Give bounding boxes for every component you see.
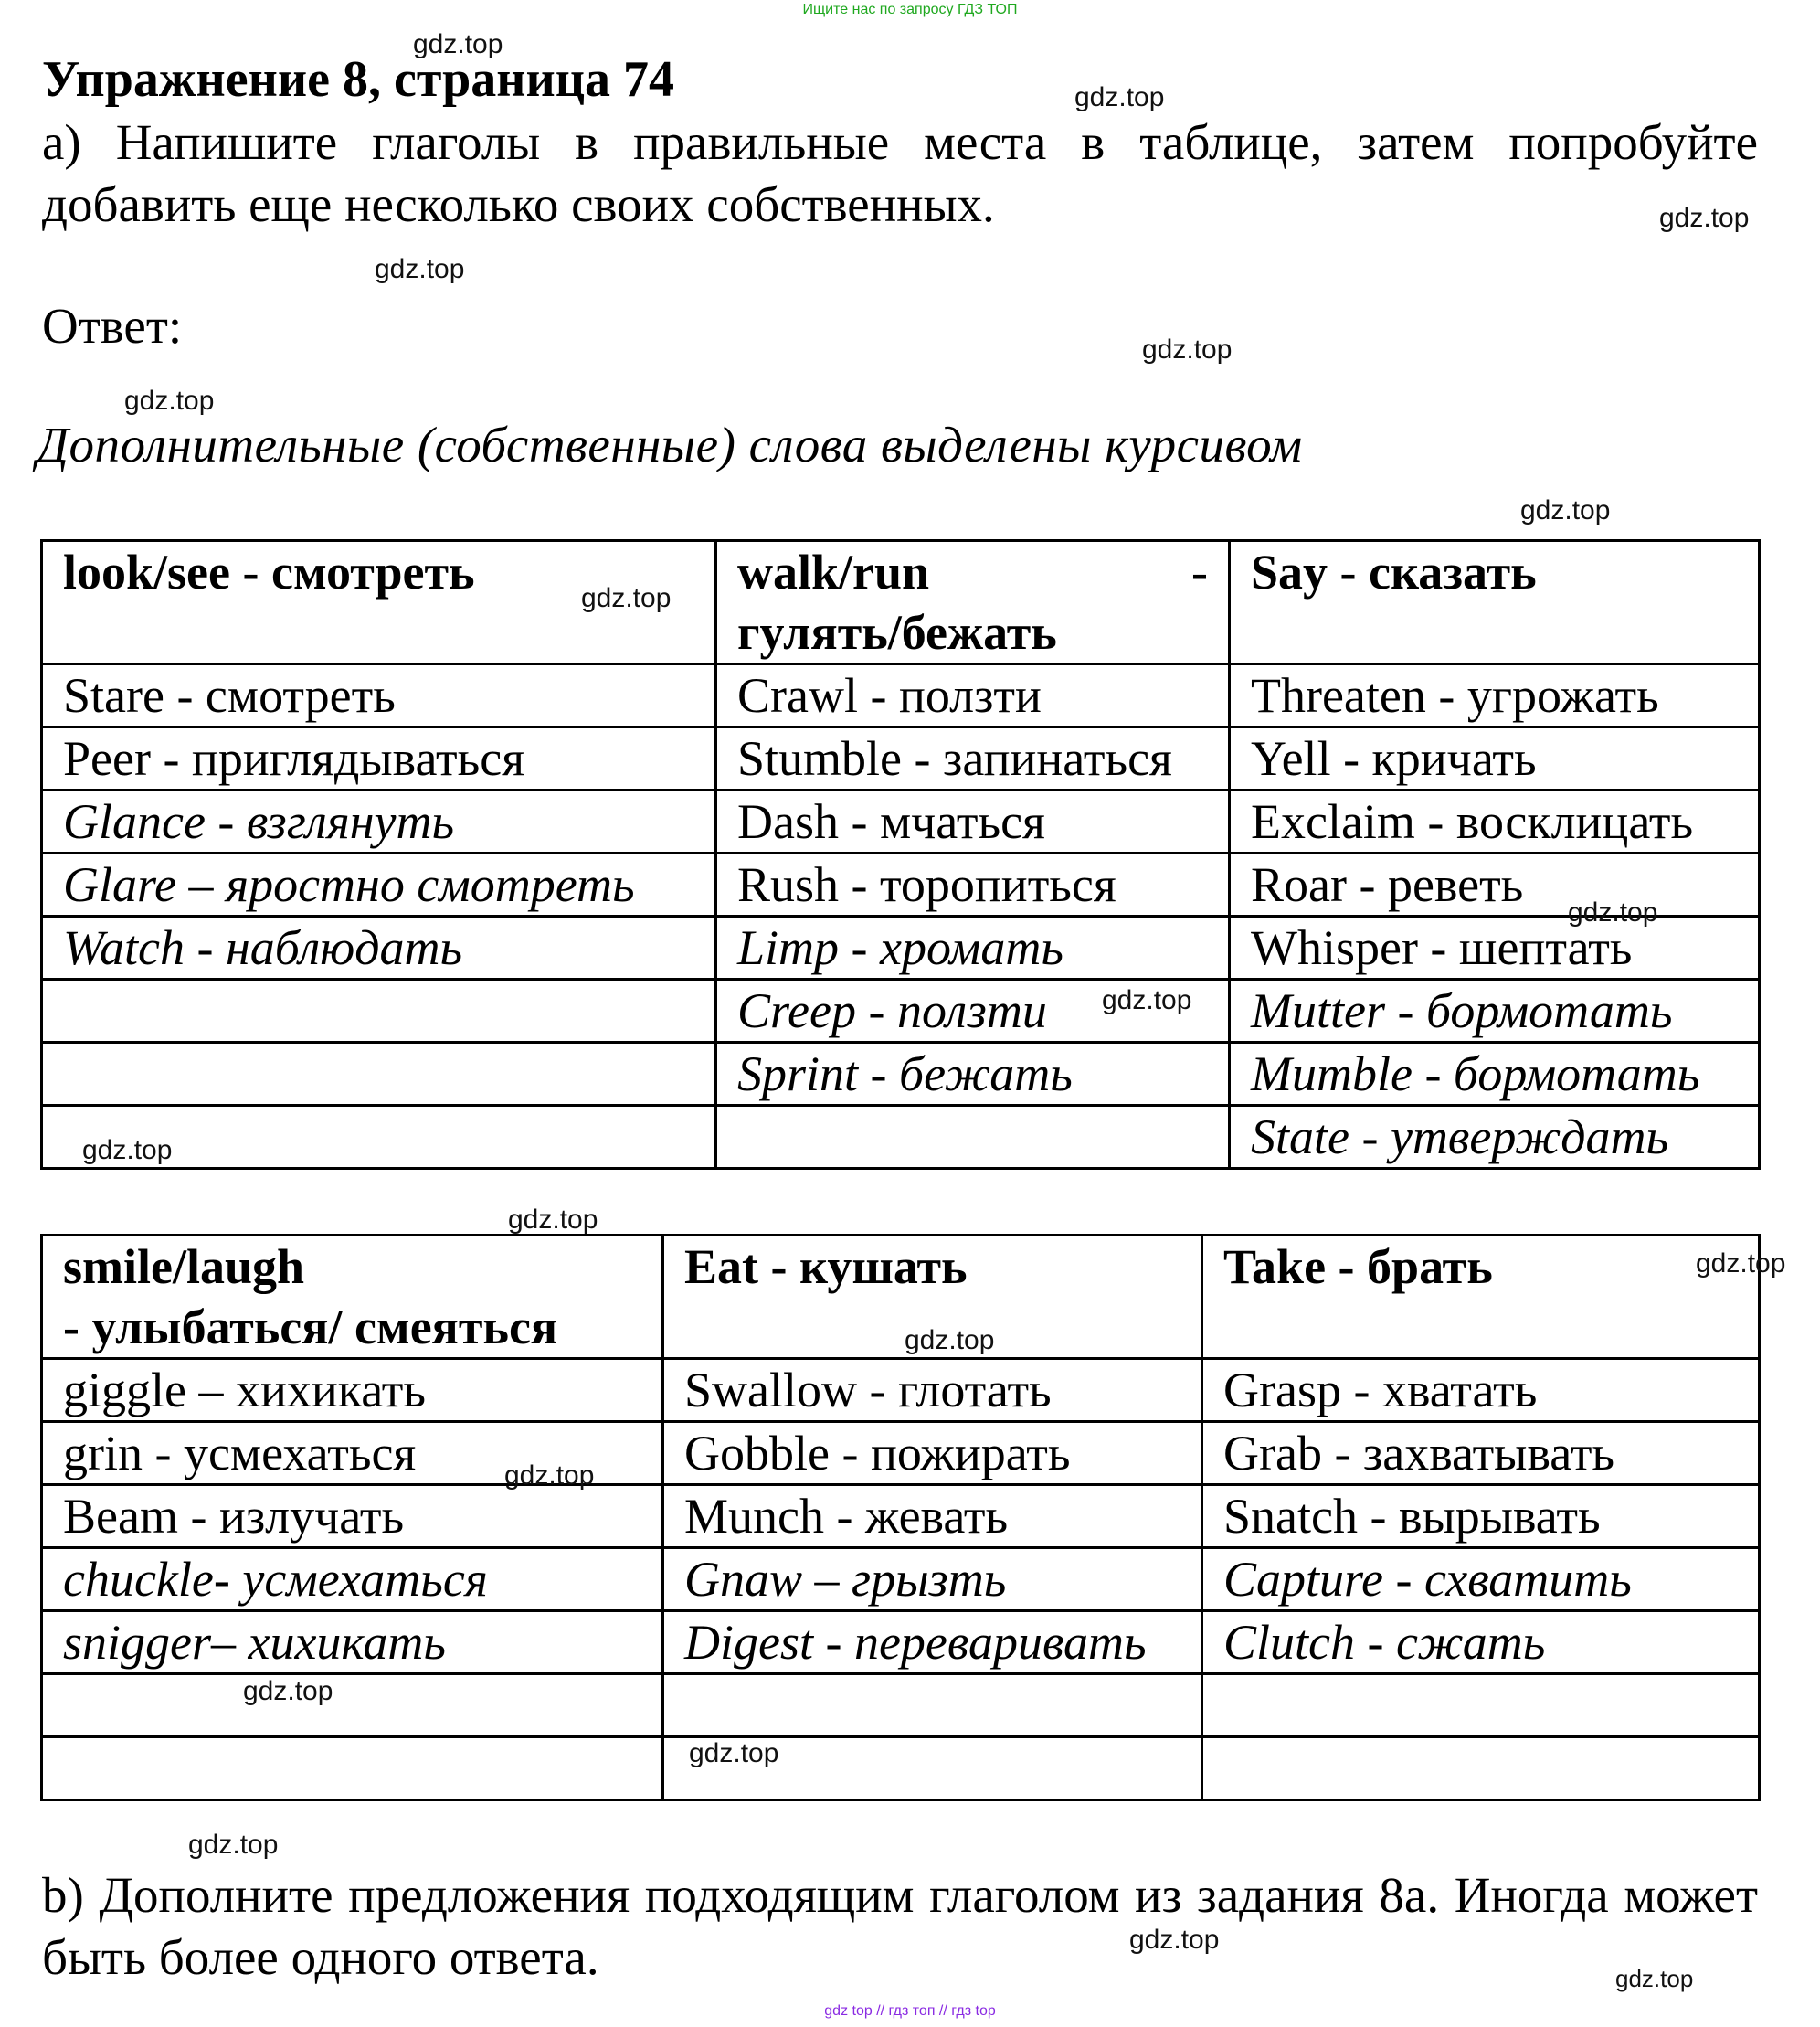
table-cell: Munch - жевать [663, 1485, 1202, 1548]
watermark: gdz.top [243, 1676, 333, 1706]
footer-note: gdz top // гдз топ // гдз top [824, 2003, 996, 2019]
table-cell: Threaten - угрожать [1230, 664, 1760, 727]
italic-note: Дополнительные (собственные) слова выделены курсивом [37, 417, 1303, 472]
table-cell: Gnaw – грызть [663, 1548, 1202, 1611]
table-row [42, 1359, 1760, 1422]
table2-header-smile-laugh [42, 1236, 663, 1359]
table-cell [1202, 1674, 1760, 1737]
table-cell: Stumble - запинаться [716, 727, 1230, 791]
table-cell: snigger– хихикать [42, 1611, 663, 1674]
table2-header-row [42, 1236, 1760, 1359]
table-cell: chuckle- усмехаться [42, 1548, 663, 1611]
table-cell: Peer - приглядываться [42, 727, 716, 791]
watermark: gdz.top [1074, 82, 1165, 112]
table-cell: Watch - наблюдать [42, 917, 716, 980]
table-row [42, 1548, 1760, 1611]
table-cell: Digest - переваривать [663, 1611, 1202, 1674]
table1-header-walk-run [716, 541, 1230, 664]
table-cell: Capture - схватить [1202, 1548, 1760, 1611]
table-row [42, 1485, 1760, 1548]
table-cell [42, 1043, 716, 1106]
walk-run-dash: - [1191, 545, 1208, 600]
table-row [42, 1422, 1760, 1485]
table-cell: Snatch - вырывать [1202, 1485, 1760, 1548]
table-cell: Dash - мчаться [716, 791, 1230, 854]
table-cell [42, 1674, 663, 1737]
table-row [42, 1043, 1760, 1106]
table-cell: Yell - кричать [1230, 727, 1760, 791]
table2-header-eat: Eat - кушать [663, 1236, 1202, 1359]
table-cell: giggle – хихикать [42, 1359, 663, 1422]
table1-header-row [42, 541, 1760, 664]
walk-run-left: walk/run [737, 545, 930, 600]
verbs-table-2 [40, 1234, 1761, 1801]
table-cell: Glare – яростно смотреть [42, 854, 716, 917]
walk-run-second: гулять/бежать [737, 605, 1057, 660]
watermark: gdz.top [413, 29, 503, 59]
table-row [42, 1106, 1760, 1169]
table-row [42, 917, 1760, 980]
task-a-text: а) Напишите глаголы в правильные места в таблице, затем попробуйте добавить еще несколько своих собственных. [42, 114, 1758, 232]
watermark: gdz.top [1696, 1248, 1786, 1279]
header-note: Ищите нас по запросу ГДЗ ТОП [802, 2, 1018, 17]
table-cell: Beam - излучать [42, 1485, 663, 1548]
table-cell: Stare - смотреть [42, 664, 716, 727]
table-cell [42, 980, 716, 1043]
watermark: gdz.top [1568, 897, 1658, 928]
table-cell: Sprint - бежать [716, 1043, 1230, 1106]
watermark: gdz.top [508, 1205, 598, 1235]
smile-laugh-line1: smile/laugh [63, 1239, 305, 1294]
table-row [42, 1611, 1760, 1674]
task-b-text: b) Дополните предложения подходящим глаголом из задания 8а. Иногда может быть более одного ответа. [42, 1867, 1758, 1985]
table-row [42, 1737, 1760, 1800]
table-row [42, 727, 1760, 791]
watermark: gdz.top [188, 1830, 279, 1860]
table-cell [716, 1106, 1230, 1169]
table-cell [1202, 1737, 1760, 1800]
watermark: gdz.top [581, 583, 672, 613]
watermark: gdz.top [1129, 1925, 1220, 1955]
watermark: gdz.top [504, 1460, 595, 1491]
watermark: gdz.top [689, 1738, 779, 1768]
table-cell [42, 1737, 663, 1800]
table-cell [663, 1674, 1202, 1737]
table-cell: Grab - захватывать [1202, 1422, 1760, 1485]
table-cell: Clutch - сжать [1202, 1611, 1760, 1674]
table2-header-take: Take - брать [1202, 1236, 1760, 1359]
table-row [42, 664, 1760, 727]
table-cell: Rush - торопиться [716, 854, 1230, 917]
smile-laugh-line2: - улыбаться/ смеяться [63, 1300, 558, 1354]
watermark: gdz.top [905, 1325, 995, 1355]
table-row [42, 854, 1760, 917]
table-cell: Crawl - ползти [716, 664, 1230, 727]
table-cell: State - утверждать [1230, 1106, 1760, 1169]
table-cell: Glance - взглянуть [42, 791, 716, 854]
table-cell: grin - усмехаться [42, 1422, 663, 1485]
watermark: gdz.top [1659, 203, 1750, 233]
table-cell: Grasp - хватать [1202, 1359, 1760, 1422]
watermark: gdz.top [1615, 1965, 1694, 1992]
table-row [42, 791, 1760, 854]
table-row [42, 980, 1760, 1043]
watermark: gdz.top [1520, 495, 1611, 525]
table-cell: Swallow - глотать [663, 1359, 1202, 1422]
watermark: gdz.top [1102, 985, 1192, 1015]
table-cell: Exclaim - восклицать [1230, 791, 1760, 854]
table-cell: Whisper - шептать [1230, 917, 1760, 980]
table-cell: Roar - реветь [1230, 854, 1760, 917]
watermark: gdz.top [82, 1135, 173, 1165]
watermark: gdz.top [1142, 334, 1233, 365]
table-cell: Creep - ползти [716, 980, 1230, 1043]
watermark: gdz.top [124, 386, 215, 416]
table-cell: Limp - хромать [716, 917, 1230, 980]
page-title: Упражнение 8, страница 74 [42, 51, 675, 108]
watermark: gdz.top [375, 254, 465, 284]
verbs-table-1 [40, 539, 1761, 1170]
table-cell: Mumble - бормотать [1230, 1043, 1760, 1106]
table-cell: Gobble - пожирать [663, 1422, 1202, 1485]
answer-label: Ответ: [42, 298, 183, 354]
table1-header-look-see: look/see - смотреть [42, 541, 716, 664]
table-cell: Mutter - бормотать [1230, 980, 1760, 1043]
table1-header-say: Say - сказать [1230, 541, 1760, 664]
